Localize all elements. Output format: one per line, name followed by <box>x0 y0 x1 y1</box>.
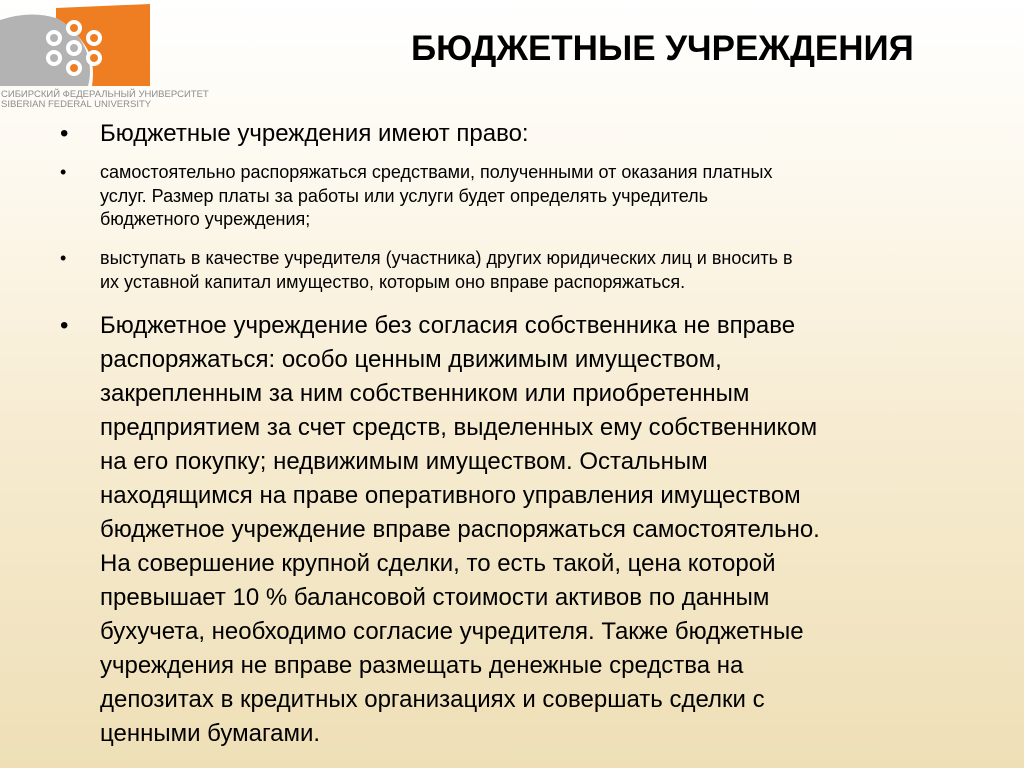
text-line: распоряжаться: особо ценным движимым имуществом, <box>100 346 722 373</box>
text-line: Бюджетное учреждение без согласия собственника не вправе <box>100 312 796 339</box>
logo-text-ru: СИБИРСКИЙ ФЕДЕРАЛЬНЫЙ УНИВЕРСИТЕТ <box>1 89 209 100</box>
text-line: самостоятельно распоряжаться средствами, полученными от оказания платных <box>100 162 773 182</box>
bullet-text <box>100 247 793 294</box>
text-line: бухучета, необходимо согласие учредителя. Также бюджетные <box>100 618 804 645</box>
text-line: превышает 10 % балансовой стоимости активов по данным <box>100 584 770 611</box>
bullet-text <box>100 309 820 751</box>
bullet-marker: • <box>60 120 69 147</box>
text-line: предприятием за счет средств, выделенных ему собственником <box>100 414 818 441</box>
university-logo <box>0 0 209 112</box>
text-line: бюджетное учреждение вправе распоряжаться самостоятельно. <box>100 516 820 543</box>
sfu-logo-icon <box>0 0 152 88</box>
text-line: находящимся на праве оперативного управления имуществом <box>100 482 801 509</box>
text-line: услуг. Размер платы за работы или услуги будет определять учредитель <box>100 185 709 206</box>
text-line: Бюджетные учреждения имеют право: <box>100 120 529 147</box>
bullet-text <box>100 117 529 151</box>
text-line: ценными бумагами. <box>100 720 321 747</box>
text-line: бюджетного учреждения; <box>100 209 311 229</box>
text-line: учреждения не вправе размещать денежные средства на <box>100 652 744 679</box>
logo-text-en: SIBERIAN FEDERAL UNIVERSITY <box>1 99 152 110</box>
text-line: выступать в качестве учредителя (участника) других юридических лиц и вносить в <box>100 248 793 268</box>
text-line: На совершение крупной сделки, то есть такой, цена которой <box>100 550 776 577</box>
text-line: депозитах в кредитных организациях и совершать сделки с <box>100 686 765 713</box>
text-line: на его покупку; недвижимым имуществом. Остальным <box>100 448 708 475</box>
bullet-marker: • <box>60 312 69 339</box>
text-line: закрепленным за ним собственником или приобретенным <box>100 380 750 407</box>
text-line: их уставной капитал имущество, которым оно вправе распоряжаться. <box>100 271 686 292</box>
bullet-marker: • <box>60 248 67 268</box>
slide-title: БЮДЖЕТНЫЕ УЧРЕЖДЕНИЯ <box>411 29 914 68</box>
bullet-marker: • <box>60 162 67 182</box>
bullet-text <box>100 161 772 232</box>
